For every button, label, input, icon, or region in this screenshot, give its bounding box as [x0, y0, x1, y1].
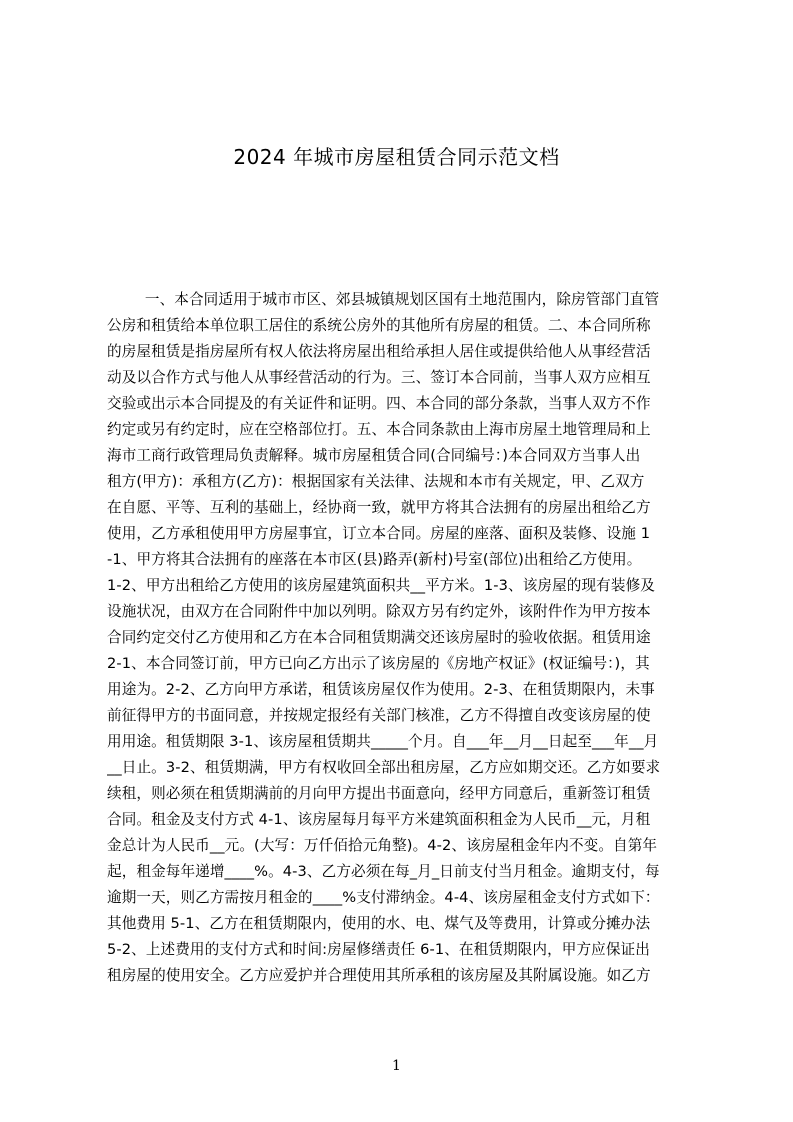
page-number: 1 — [392, 1058, 401, 1074]
paragraph-line: 其他费用 5-1、乙方在租赁期限内，使用的水、电、煤气及等费用，计算或分摊办法 — [107, 915, 651, 932]
paragraph-line: 用用途。租赁期限 3-1、该房屋租赁期共_____个月。自___年__月__日起至___年__月 — [107, 733, 659, 750]
paragraph-line: 动及以合作方式与他人从事经营活动的行为。三、签订本合同前，当事人双方应相互 — [107, 369, 651, 386]
paragraph-line: 合同约定交付乙方使用和乙方在本合同租赁期满交还该房屋时的验收依据。租赁用途 — [107, 629, 651, 646]
document-title: 2024 年城市房屋租赁合同示范文档 — [233, 145, 560, 169]
paragraph-line: __日止。3-2、租赁期满，甲方有权收回全部出租房屋，乙方应如期交还。乙方如要求 — [107, 759, 661, 776]
paragraph-line: -1、甲方将其合法拥有的座落在本市区(县)路弄(新村)号室(部位)出租给乙方使用。 — [107, 551, 642, 568]
paragraph-line: 续租，则必须在租赁期满前的月向甲方提出书面意向，经甲方同意后，重新签订租赁 — [107, 785, 651, 802]
paragraph-line: 公房和租赁给本单位职工居住的系统公房外的其他所有房屋的租赁。二、本合同所称 — [107, 317, 651, 334]
paragraph-line: 前征得甲方的书面同意，并按规定报经有关部门核准，乙方不得擅自改变该房屋的使 — [107, 707, 651, 724]
paragraph-line: 租方(甲方)：承租方(乙方)：根据国家有关法律、法规和本市有关规定，甲、乙双方 — [107, 473, 645, 490]
paragraph-line: 的房屋租赁是指房屋所有权人依法将房屋出租给承担人居住或提供给他人从事经营活 — [107, 343, 651, 360]
paragraph-line: 5-2、上述费用的支付方式和时间:房屋修缮责任 6-1、在租赁期限内，甲方应保证出 — [107, 941, 650, 958]
paragraph-line: 1-2、甲方出租给乙方使用的该房屋建筑面积共__平方米。1-3、该房屋的现有装修及 — [107, 577, 655, 594]
paragraph-line: 用途为。2-2、乙方向甲方承诺，租赁该房屋仅作为使用。2-3、在租赁期限内，未事 — [107, 681, 655, 698]
paragraph-line: 金总计为人民币__元。(大写：万仟佰拾元角整)。4-2、该房屋租金年内不变。自第年 — [107, 837, 658, 854]
paragraph-line: 海市工商行政管理局负责解释。城市房屋租赁合同(合同编号：)本合同双方当事人出 — [107, 447, 641, 464]
paragraph-line: 合同。租金及支付方式 4-1、该房屋每月每平方米建筑面积租金为人民币__元，月租 — [107, 811, 651, 828]
paragraph-line: 起，租金每年递增____%。4-3、乙方必须在每_月_日前支付当月租金。逾期支付，每 — [107, 863, 660, 880]
paragraph-line: 约定或另有约定时，应在空格部位打。五、本合同条款由上海市房屋土地管理局和上 — [107, 421, 651, 438]
paragraph-line: 一、本合同适用于城市市区、郊县城镇规划区国有土地范围内，除房管部门直管 — [107, 291, 660, 308]
paragraph-line: 在自愿、平等、互利的基础上，经协商一致，就甲方将其合法拥有的房屋出租给乙方 — [107, 499, 651, 516]
paragraph-line: 2-1、本合同签订前，甲方已向乙方出示了该房屋的《房地产权证》(权证编号：)，其 — [107, 655, 650, 672]
paragraph-line: 设施状况，由双方在合同附件中加以列明。除双方另有约定外，该附件作为甲方按本 — [107, 603, 651, 620]
paragraph-line: 交验或出示本合同提及的有关证件和证明。四、本合同的部分条款，当事人双方不作 — [107, 395, 651, 412]
paragraph-line: 租房屋的使用安全。乙方应爱护并合理使用其所承租的该房屋及其附属设施。如乙方 — [107, 967, 651, 984]
paragraph-line: 使用，乙方承租使用甲方房屋事宜，订立本合同。房屋的座落、面积及装修、设施 1 — [107, 525, 651, 542]
paragraph-line: 逾期一天，则乙方需按月租金的____%支付滞纳金。4-4、该房屋租金支付方式如下： — [107, 889, 660, 906]
document-body — [107, 287, 698, 989]
